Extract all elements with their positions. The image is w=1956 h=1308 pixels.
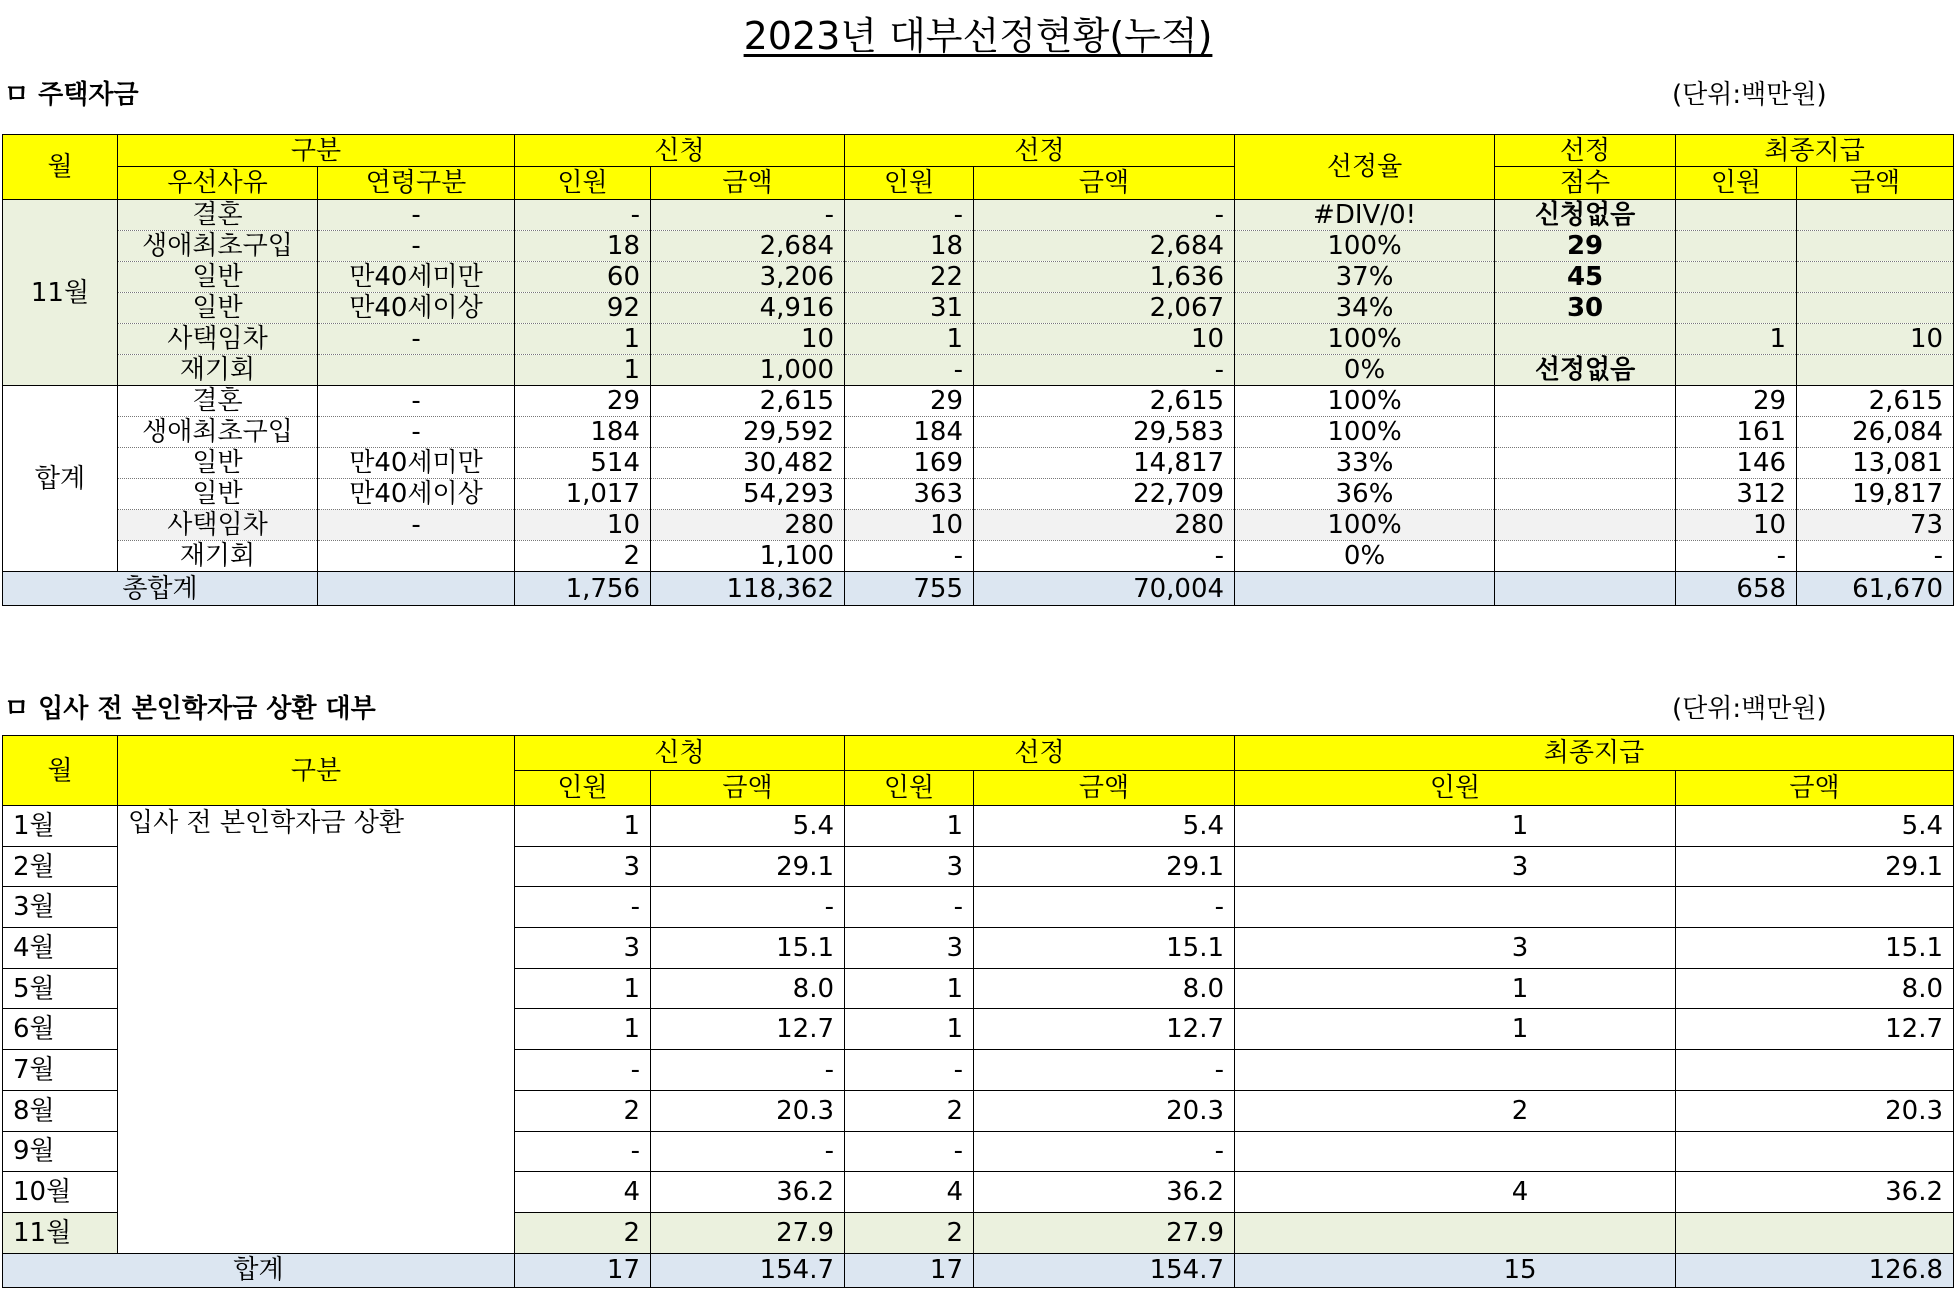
final-amount-cell: 36.2: [1676, 1172, 1954, 1213]
final-amount-cell: 20.3: [1676, 1090, 1954, 1131]
rate-cell: 100%: [1235, 324, 1495, 355]
apply-people-cell: 3: [515, 928, 651, 969]
apply-amount-cell: -: [651, 887, 845, 928]
score-cell: [1495, 386, 1676, 417]
apply-amount-cell: 4,916: [651, 293, 845, 324]
select-people-cell: -: [845, 887, 974, 928]
rate-cell: 100%: [1235, 231, 1495, 262]
total-final-people: 15: [1235, 1253, 1676, 1287]
final-people-cell: 29: [1676, 386, 1797, 417]
tuition-section-title: ㅁ 입사 전 본인학자금 상환 대부: [4, 694, 376, 724]
total-final-people: 658: [1676, 572, 1797, 606]
month-cell: 8월: [3, 1090, 118, 1131]
rate-cell: 37%: [1235, 262, 1495, 293]
t2-header-apply-amount: 금액: [651, 771, 845, 806]
table-row: [3, 806, 1954, 847]
select-people-cell: 18: [845, 231, 974, 262]
select-amount-cell: 1,636: [974, 262, 1235, 293]
header-apply: 신청: [515, 135, 845, 167]
total-apply-people: 17: [515, 1253, 651, 1287]
header-age: 연령구분: [318, 167, 515, 200]
final-people-cell: 161: [1676, 417, 1797, 448]
score-cell: 30: [1495, 293, 1676, 324]
final-people-cell: -: [1676, 541, 1797, 572]
apply-amount-cell: -: [651, 200, 845, 231]
select-people-cell: 1: [845, 806, 974, 847]
final-people-cell: 312: [1676, 479, 1797, 510]
apply-amount-cell: 29,592: [651, 417, 845, 448]
select-amount-cell: -: [974, 1131, 1235, 1172]
header-select-amount: 금액: [974, 167, 1235, 200]
select-amount-cell: -: [974, 887, 1235, 928]
final-people-cell: [1676, 355, 1797, 386]
rate-cell: #DIV/0!: [1235, 200, 1495, 231]
age-cell: -: [318, 231, 515, 262]
apply-people-cell: 10: [515, 510, 651, 541]
final-amount-cell: [1676, 1050, 1954, 1091]
apply-people-cell: 92: [515, 293, 651, 324]
reason-cell: 일반: [118, 293, 318, 324]
final-people-cell: 2: [1235, 1090, 1676, 1131]
reason-cell: 일반: [118, 448, 318, 479]
header-apply-people: 인원: [515, 167, 651, 200]
apply-amount-cell: 15.1: [651, 928, 845, 969]
t2-header-apply-people: 인원: [515, 771, 651, 806]
apply-amount-cell: 29.1: [651, 846, 845, 887]
select-people-cell: 10: [845, 510, 974, 541]
empty-cell: [318, 572, 515, 606]
final-people-cell: [1676, 262, 1797, 293]
age-cell: [318, 541, 515, 572]
month-cell: 9월: [3, 1131, 118, 1172]
apply-people-cell: 29: [515, 386, 651, 417]
select-people-cell: -: [845, 355, 974, 386]
month-cell: 10월: [3, 1172, 118, 1213]
select-amount-cell: 36.2: [974, 1172, 1235, 1213]
apply-amount-cell: 5.4: [651, 806, 845, 847]
apply-people-cell: 1: [515, 806, 651, 847]
score-cell: 45: [1495, 262, 1676, 293]
final-people-cell: 4: [1235, 1172, 1676, 1213]
table-row: [3, 231, 1954, 262]
reason-cell: 사택임차: [118, 324, 318, 355]
final-amount-cell: 19,817: [1797, 479, 1954, 510]
total-apply-amount: 118,362: [651, 572, 845, 606]
score-cell: 29: [1495, 231, 1676, 262]
final-amount-cell: 29.1: [1676, 846, 1954, 887]
final-amount-cell: 13,081: [1797, 448, 1954, 479]
t2-header-month: 월: [3, 736, 118, 806]
final-people-cell: 1: [1235, 968, 1676, 1009]
score-cell: 선정없음: [1495, 355, 1676, 386]
age-cell: [318, 355, 515, 386]
month-cell: 1월: [3, 806, 118, 847]
select-amount-cell: 2,067: [974, 293, 1235, 324]
score-cell: [1495, 479, 1676, 510]
final-amount-cell: [1797, 200, 1954, 231]
table-row: [3, 510, 1954, 541]
age-cell: 만40세미만: [318, 448, 515, 479]
final-amount-cell: 73: [1797, 510, 1954, 541]
total-final-amount: 61,670: [1797, 572, 1954, 606]
rate-cell: 33%: [1235, 448, 1495, 479]
select-people-cell: -: [845, 541, 974, 572]
apply-amount-cell: 3,206: [651, 262, 845, 293]
select-amount-cell: -: [974, 200, 1235, 231]
select-amount-cell: 14,817: [974, 448, 1235, 479]
month-cell: 11월: [3, 200, 118, 386]
age-cell: -: [318, 324, 515, 355]
month-cell: 2월: [3, 846, 118, 887]
apply-people-cell: 4: [515, 1172, 651, 1213]
header-score-bottom: 점수: [1495, 167, 1676, 200]
header-select: 선정: [845, 135, 1235, 167]
apply-people-cell: 2: [515, 1212, 651, 1253]
select-people-cell: -: [845, 200, 974, 231]
select-people-cell: 363: [845, 479, 974, 510]
header-final-people: 인원: [1676, 167, 1797, 200]
final-amount-cell: 10: [1797, 324, 1954, 355]
apply-people-cell: -: [515, 1050, 651, 1091]
apply-people-cell: 1: [515, 1009, 651, 1050]
apply-people-cell: 184: [515, 417, 651, 448]
score-cell: [1495, 510, 1676, 541]
final-amount-cell: [1676, 1131, 1954, 1172]
age-cell: 만40세이상: [318, 293, 515, 324]
score-cell: [1495, 417, 1676, 448]
final-people-cell: [1235, 1212, 1676, 1253]
final-people-cell: 1: [1676, 324, 1797, 355]
final-amount-cell: 2,615: [1797, 386, 1954, 417]
table-row: [3, 386, 1954, 417]
select-people-cell: 4: [845, 1172, 974, 1213]
final-people-cell: [1676, 293, 1797, 324]
final-amount-cell: [1797, 293, 1954, 324]
final-people-cell: 146: [1676, 448, 1797, 479]
apply-people-cell: 1,017: [515, 479, 651, 510]
page-title: 2023년 대부선정현황(누적): [743, 14, 1213, 58]
rate-cell: 0%: [1235, 355, 1495, 386]
month-cell: 11월: [3, 1212, 118, 1253]
reason-cell: 일반: [118, 479, 318, 510]
table-row: [3, 262, 1954, 293]
apply-people-cell: 60: [515, 262, 651, 293]
final-amount-cell: [1797, 262, 1954, 293]
age-cell: 만40세이상: [318, 479, 515, 510]
rate-cell: 100%: [1235, 510, 1495, 541]
select-amount-cell: 280: [974, 510, 1235, 541]
apply-amount-cell: 2,615: [651, 386, 845, 417]
table-row: [3, 541, 1954, 572]
total-select-people: 755: [845, 572, 974, 606]
reason-cell: 재기회: [118, 355, 318, 386]
total-select-amount: 154.7: [974, 1253, 1235, 1287]
header-month: 월: [3, 135, 118, 200]
final-amount-cell: [1676, 1212, 1954, 1253]
final-people-cell: 3: [1235, 928, 1676, 969]
select-amount-cell: 29,583: [974, 417, 1235, 448]
score-cell: [1495, 541, 1676, 572]
select-people-cell: 3: [845, 928, 974, 969]
t2-header-final-amount: 금액: [1676, 771, 1954, 806]
apply-people-cell: -: [515, 200, 651, 231]
final-people-cell: 1: [1235, 1009, 1676, 1050]
final-people-cell: [1235, 1131, 1676, 1172]
apply-people-cell: 2: [515, 1090, 651, 1131]
apply-amount-cell: -: [651, 1050, 845, 1091]
reason-cell: 생애최초구입: [118, 417, 318, 448]
apply-people-cell: 2: [515, 541, 651, 572]
final-people-cell: [1676, 231, 1797, 262]
tuition-unit-label: (단위:백만원): [1672, 694, 1827, 724]
empty-cell: [1235, 572, 1495, 606]
reason-cell: 결혼: [118, 200, 318, 231]
score-cell: [1495, 324, 1676, 355]
score-cell: [1495, 448, 1676, 479]
select-amount-cell: 2,615: [974, 386, 1235, 417]
month-cell: 6월: [3, 1009, 118, 1050]
apply-people-cell: -: [515, 1131, 651, 1172]
header-final: 최종지급: [1676, 135, 1954, 167]
header-rate: 선정율: [1235, 135, 1495, 200]
apply-amount-cell: 1,100: [651, 541, 845, 572]
apply-amount-cell: 27.9: [651, 1212, 845, 1253]
month-cell: 3월: [3, 887, 118, 928]
month-cell: 합계: [3, 386, 118, 572]
apply-people-cell: 1: [515, 355, 651, 386]
table-row: [3, 293, 1954, 324]
apply-people-cell: 3: [515, 846, 651, 887]
select-amount-cell: 5.4: [974, 806, 1235, 847]
final-amount-cell: 15.1: [1676, 928, 1954, 969]
apply-people-cell: -: [515, 887, 651, 928]
final-amount-cell: 26,084: [1797, 417, 1954, 448]
select-amount-cell: -: [974, 1050, 1235, 1091]
t2-header-apply: 신청: [515, 736, 845, 771]
final-amount-cell: [1797, 355, 1954, 386]
apply-amount-cell: 36.2: [651, 1172, 845, 1213]
total-label: 총합계: [3, 572, 318, 606]
housing-section-title: ㅁ 주택자금: [4, 80, 139, 110]
t2-header-final: 최종지급: [1235, 736, 1954, 771]
month-cell: 4월: [3, 928, 118, 969]
select-amount-cell: 15.1: [974, 928, 1235, 969]
select-amount-cell: 8.0: [974, 968, 1235, 1009]
header-score-top: 선정: [1495, 135, 1676, 167]
empty-cell: [1495, 572, 1676, 606]
total-final-amount: 126.8: [1676, 1253, 1954, 1287]
month-cell: 7월: [3, 1050, 118, 1091]
t2-header-select: 선정: [845, 736, 1235, 771]
select-people-cell: 31: [845, 293, 974, 324]
apply-amount-cell: 280: [651, 510, 845, 541]
apply-amount-cell: 1,000: [651, 355, 845, 386]
final-people-cell: [1676, 200, 1797, 231]
rate-cell: 100%: [1235, 417, 1495, 448]
select-people-cell: 3: [845, 846, 974, 887]
rate-cell: 36%: [1235, 479, 1495, 510]
apply-amount-cell: 12.7: [651, 1009, 845, 1050]
select-amount-cell: -: [974, 355, 1235, 386]
apply-amount-cell: 20.3: [651, 1090, 845, 1131]
final-people-cell: 10: [1676, 510, 1797, 541]
select-people-cell: 1: [845, 324, 974, 355]
final-amount-cell: 8.0: [1676, 968, 1954, 1009]
header-priority: 우선사유: [118, 167, 318, 200]
table-row: [3, 479, 1954, 510]
apply-amount-cell: 30,482: [651, 448, 845, 479]
age-cell: -: [318, 200, 515, 231]
header-category: 구분: [118, 135, 515, 167]
apply-amount-cell: 2,684: [651, 231, 845, 262]
reason-cell: 사택임차: [118, 510, 318, 541]
table-row: [3, 200, 1954, 231]
t2-header-category: 구분: [118, 736, 515, 806]
final-amount-cell: 12.7: [1676, 1009, 1954, 1050]
select-amount-cell: -: [974, 541, 1235, 572]
table-row: [3, 448, 1954, 479]
apply-people-cell: 1: [515, 324, 651, 355]
housing-table: [2, 134, 1954, 606]
rate-cell: 34%: [1235, 293, 1495, 324]
total-select-people: 17: [845, 1253, 974, 1287]
final-people-cell: [1235, 887, 1676, 928]
housing-unit-label: (단위:백만원): [1672, 80, 1827, 110]
final-people-cell: 1: [1235, 806, 1676, 847]
total-select-amount: 70,004: [974, 572, 1235, 606]
reason-cell: 결혼: [118, 386, 318, 417]
select-amount-cell: 2,684: [974, 231, 1235, 262]
total-apply-people: 1,756: [515, 572, 651, 606]
total-row: [3, 1253, 1954, 1287]
apply-amount-cell: -: [651, 1131, 845, 1172]
t2-header-select-people: 인원: [845, 771, 974, 806]
score-cell: 신청없음: [1495, 200, 1676, 231]
select-amount-cell: 12.7: [974, 1009, 1235, 1050]
select-people-cell: 184: [845, 417, 974, 448]
select-amount-cell: 29.1: [974, 846, 1235, 887]
reason-cell: 일반: [118, 262, 318, 293]
reason-cell: 재기회: [118, 541, 318, 572]
select-people-cell: -: [845, 1131, 974, 1172]
table-row: [3, 417, 1954, 448]
reason-cell: 생애최초구입: [118, 231, 318, 262]
rate-cell: 100%: [1235, 386, 1495, 417]
final-people-cell: 3: [1235, 846, 1676, 887]
select-people-cell: 1: [845, 1009, 974, 1050]
select-people-cell: 2: [845, 1090, 974, 1131]
age-cell: -: [318, 510, 515, 541]
header-final-amount: 금액: [1797, 167, 1954, 200]
final-amount-cell: -: [1797, 541, 1954, 572]
select-people-cell: 1: [845, 968, 974, 1009]
rate-cell: 0%: [1235, 541, 1495, 572]
apply-amount-cell: 10: [651, 324, 845, 355]
apply-amount-cell: 54,293: [651, 479, 845, 510]
apply-people-cell: 514: [515, 448, 651, 479]
table-row: [3, 324, 1954, 355]
select-people-cell: 29: [845, 386, 974, 417]
apply-amount-cell: 8.0: [651, 968, 845, 1009]
total-apply-amount: 154.7: [651, 1253, 845, 1287]
total-row: [3, 572, 1954, 606]
month-cell: 5월: [3, 968, 118, 1009]
age-cell: 만40세미만: [318, 262, 515, 293]
select-amount-cell: 20.3: [974, 1090, 1235, 1131]
select-amount-cell: 27.9: [974, 1212, 1235, 1253]
final-amount-cell: [1797, 231, 1954, 262]
select-amount-cell: 22,709: [974, 479, 1235, 510]
select-amount-cell: 10: [974, 324, 1235, 355]
age-cell: -: [318, 386, 515, 417]
final-people-cell: [1235, 1050, 1676, 1091]
apply-people-cell: 1: [515, 968, 651, 1009]
apply-people-cell: 18: [515, 231, 651, 262]
tuition-table: [2, 735, 1954, 1288]
total-label: 합계: [3, 1253, 515, 1287]
header-apply-amount: 금액: [651, 167, 845, 200]
select-people-cell: -: [845, 1050, 974, 1091]
final-amount-cell: [1676, 887, 1954, 928]
select-people-cell: 22: [845, 262, 974, 293]
age-cell: -: [318, 417, 515, 448]
table-row: [3, 355, 1954, 386]
category-cell: 입사 전 본인학자금 상환: [118, 806, 515, 1254]
t2-header-select-amount: 금액: [974, 771, 1235, 806]
final-amount-cell: 5.4: [1676, 806, 1954, 847]
t2-header-final-people: 인원: [1235, 771, 1676, 806]
select-people-cell: 169: [845, 448, 974, 479]
header-select-people: 인원: [845, 167, 974, 200]
select-people-cell: 2: [845, 1212, 974, 1253]
